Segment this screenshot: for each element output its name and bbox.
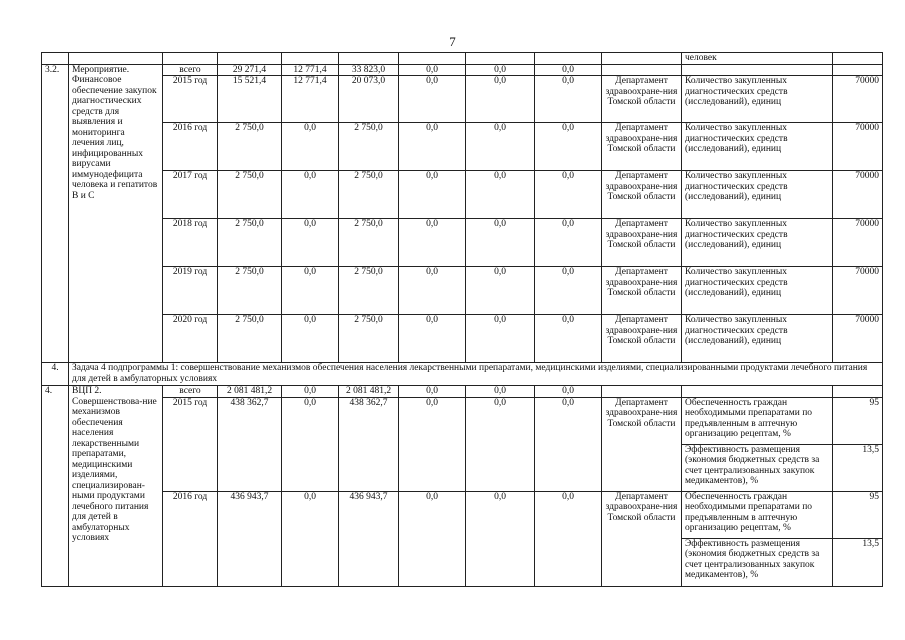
reg-cell: 2 750,0 xyxy=(339,315,399,363)
activity-name: ВЦП 2. Совершенствова-ние механизмов обеспечения населения лекарственными препаратами, медицинскими изделиями, специализирован-ными продуктами лечебного питания для детей в амбулаторных условиях xyxy=(69,386,163,587)
loc-cell: 0,0 xyxy=(399,386,466,398)
year-row xyxy=(42,123,883,171)
sum-cell: 2 750,0 xyxy=(218,267,282,315)
loc-cell: 0,0 xyxy=(399,267,466,315)
executor-cell: Департамент здравоохране-ния Томской области xyxy=(602,123,682,171)
loc-cell: 0,0 xyxy=(399,219,466,267)
target-value-cell: 70000 xyxy=(833,267,883,315)
indicator-cell: Обеспеченность граждан необходимыми препаратами по предъявленным в аптечную организацию рецептам, % xyxy=(682,397,833,444)
loc-cell: 0,0 xyxy=(399,171,466,219)
loc-cell: 0,0 xyxy=(399,64,466,76)
fed-cell: 12 771,4 xyxy=(282,76,339,123)
row-number: 4. xyxy=(42,363,69,386)
page-number: 7 xyxy=(449,34,456,49)
fed-cell: 0,0 xyxy=(282,123,339,171)
program-table xyxy=(41,52,883,587)
year-cell: 2020 год xyxy=(163,315,218,363)
task-4-row xyxy=(42,363,883,386)
activity-name: Мероприятие. Финансовое обеспечение закупок диагностических средств для выявления и мониторинга лечения лиц, инфицированных вирусами иммунодефицита человека и гепатитов В и С xyxy=(69,64,163,363)
indicator-cell: Количество закупленных диагностических средств (исследований), единиц xyxy=(682,76,833,123)
indicator-cell: Эффективность размещения (экономия бюджетных средств за счет централизованных закупок медикаментов), % xyxy=(682,538,833,586)
target-value-cell: 95 xyxy=(833,397,883,444)
target-value-cell: 13,5 xyxy=(833,444,883,491)
year-row xyxy=(42,76,883,123)
sum-cell: 438 362,7 xyxy=(218,397,282,491)
reg-cell: 2 750,0 xyxy=(339,267,399,315)
sum-cell: 29 271,4 xyxy=(218,64,282,76)
fed-cell: 12 771,4 xyxy=(282,64,339,76)
loc-cell: 0,0 xyxy=(399,76,466,123)
target-value-cell: 70000 xyxy=(833,123,883,171)
other-cell: 0,0 xyxy=(535,386,602,398)
sum-cell: 2 750,0 xyxy=(218,123,282,171)
year-cell: 2016 год xyxy=(163,123,218,171)
other-cell: 0,0 xyxy=(535,123,602,171)
ext-cell: 0,0 xyxy=(466,76,535,123)
year-row xyxy=(42,171,883,219)
reg-cell: 33 823,0 xyxy=(339,64,399,76)
executor-cell: Департамент здравоохране-ния Томской области xyxy=(602,76,682,123)
year-cell: 2019 год xyxy=(163,267,218,315)
other-cell: 0,0 xyxy=(535,64,602,76)
target-value-cell: 95 xyxy=(833,491,883,538)
ext-cell: 0,0 xyxy=(466,491,535,586)
executor-cell: Департамент здравоохране-ния Томской области xyxy=(602,219,682,267)
executor-cell: Департамент здравоохране-ния Томской области xyxy=(602,315,682,363)
ext-cell: 0,0 xyxy=(466,397,535,491)
year-row xyxy=(42,267,883,315)
other-cell: 0,0 xyxy=(535,397,602,491)
sum-cell: 436 943,7 xyxy=(218,491,282,586)
target-value-cell: 70000 xyxy=(833,76,883,123)
fed-cell: 0,0 xyxy=(282,491,339,586)
loc-cell: 0,0 xyxy=(399,315,466,363)
ext-cell: 0,0 xyxy=(466,315,535,363)
top-continuation-row xyxy=(42,53,883,65)
indicator-cell: Эффективность размещения (экономия бюджетных средств за счет централизованных закупок медикаментов), % xyxy=(682,444,833,491)
other-cell: 0,0 xyxy=(535,219,602,267)
indicator-cell: человек xyxy=(682,53,833,65)
indicator-cell: Количество закупленных диагностических средств (исследований), единиц xyxy=(682,315,833,363)
row-number: 4. xyxy=(42,386,69,587)
year-cell: 2015 год xyxy=(163,76,218,123)
fed-cell: 0,0 xyxy=(282,219,339,267)
year-row xyxy=(42,219,883,267)
year-cell: 2018 год xyxy=(163,219,218,267)
reg-cell: 438 362,7 xyxy=(339,397,399,491)
executor-cell: Департамент здравоохране-ния Томской области xyxy=(602,171,682,219)
sum-cell: 2 750,0 xyxy=(218,171,282,219)
ext-cell: 0,0 xyxy=(466,219,535,267)
fed-cell: 0,0 xyxy=(282,171,339,219)
reg-cell: 2 081 481,2 xyxy=(339,386,399,398)
ext-cell: 0,0 xyxy=(466,123,535,171)
other-cell: 0,0 xyxy=(535,315,602,363)
other-cell: 0,0 xyxy=(535,76,602,123)
fed-cell: 0,0 xyxy=(282,267,339,315)
reg-cell: 2 750,0 xyxy=(339,219,399,267)
year-row xyxy=(42,491,883,538)
row-number: 3.2. xyxy=(42,64,69,363)
indicator-cell: Количество закупленных диагностических средств (исследований), единиц xyxy=(682,267,833,315)
fed-cell: 0,0 xyxy=(282,315,339,363)
sum-cell: 15 521,4 xyxy=(218,76,282,123)
target-value-cell: 70000 xyxy=(833,219,883,267)
other-cell: 0,0 xyxy=(535,267,602,315)
target-value-cell: 70000 xyxy=(833,171,883,219)
sum-cell: 2 081 481,2 xyxy=(218,386,282,398)
executor-cell: Департамент здравоохране-ния Томской области xyxy=(602,397,682,491)
executor-cell: Департамент здравоохране-ния Томской области xyxy=(602,491,682,586)
indicator-cell: Количество закупленных диагностических средств (исследований), единиц xyxy=(682,123,833,171)
year-cell: 2015 год xyxy=(163,397,218,491)
fed-cell: 0,0 xyxy=(282,386,339,398)
year-cell: 2016 год xyxy=(163,491,218,586)
section-4-total-row xyxy=(42,386,883,398)
ext-cell: 0,0 xyxy=(466,386,535,398)
reg-cell: 436 943,7 xyxy=(339,491,399,586)
indicator-cell: Количество закупленных диагностических средств (исследований), единиц xyxy=(682,219,833,267)
reg-cell: 2 750,0 xyxy=(339,123,399,171)
sum-cell: 2 750,0 xyxy=(218,219,282,267)
executor-cell: Департамент здравоохране-ния Томской области xyxy=(602,267,682,315)
target-value-cell: 70000 xyxy=(833,315,883,363)
ext-cell: 0,0 xyxy=(466,171,535,219)
year-cell: 2017 год xyxy=(163,171,218,219)
section-32-total-row xyxy=(42,64,883,76)
reg-cell: 2 750,0 xyxy=(339,171,399,219)
loc-cell: 0,0 xyxy=(399,397,466,491)
target-value-cell: 13,5 xyxy=(833,538,883,586)
fed-cell: 0,0 xyxy=(282,397,339,491)
loc-cell: 0,0 xyxy=(399,123,466,171)
year-row xyxy=(42,397,883,444)
indicator-cell: Количество закупленных диагностических средств (исследований), единиц xyxy=(682,171,833,219)
ext-cell: 0,0 xyxy=(466,267,535,315)
reg-cell: 20 073,0 xyxy=(339,76,399,123)
sum-cell: 2 750,0 xyxy=(218,315,282,363)
period-label: всего xyxy=(163,386,218,398)
other-cell: 0,0 xyxy=(535,491,602,586)
other-cell: 0,0 xyxy=(535,171,602,219)
loc-cell: 0,0 xyxy=(399,491,466,586)
period-label: всего xyxy=(163,64,218,76)
year-row xyxy=(42,315,883,363)
task-text: Задача 4 подпрограммы 1: совершенствование механизмов обеспечения населения лекарственными препаратами, медицинскими изделиями, специализированными продуктами лечебного питания для детей в амбулаторных условиях xyxy=(69,363,883,386)
indicator-cell: Обеспеченность граждан необходимыми препаратами по предъявленным в аптечную организацию рецептам, % xyxy=(682,491,833,538)
ext-cell: 0,0 xyxy=(466,64,535,76)
